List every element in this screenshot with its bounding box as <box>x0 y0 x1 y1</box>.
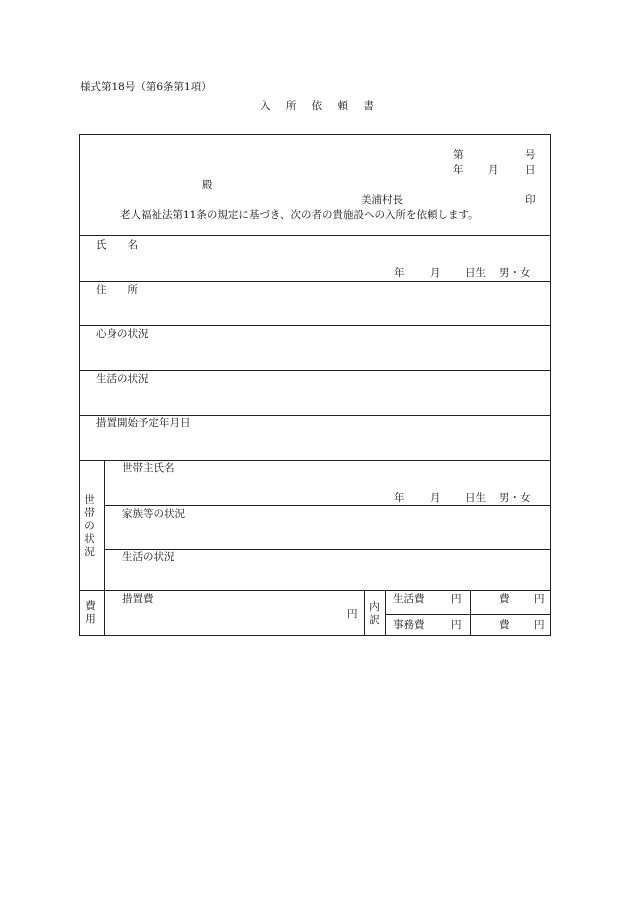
row-divider <box>79 590 551 591</box>
column-divider <box>364 590 365 636</box>
cost-side-label: 費用 <box>85 600 96 625</box>
household-sex-options: 男・女 <box>499 492 531 504</box>
birth-year: 年 <box>394 267 405 279</box>
expense-label-2: 費 <box>499 619 510 631</box>
name-label: 氏 名 <box>96 239 138 251</box>
row-divider <box>104 505 551 506</box>
form-number: 様式第18号（第6条第1項） <box>80 81 212 93</box>
living-cost-yen: 円 <box>451 593 462 605</box>
row-divider <box>79 325 551 326</box>
living-cost-label: 生活費 <box>393 593 425 605</box>
birth-day: 日生 <box>465 267 486 279</box>
column-divider <box>104 460 105 636</box>
measure-cost-yen: 円 <box>347 608 358 620</box>
expense-yen-1: 円 <box>534 593 545 605</box>
address-label: 住 所 <box>96 284 138 296</box>
row-divider <box>104 549 551 550</box>
column-divider <box>470 590 471 636</box>
start-date-label: 措置開始予定年月日 <box>96 417 191 429</box>
expense-yen-2: 円 <box>534 619 545 631</box>
issuer-name: 美浦村長 <box>361 194 403 206</box>
date-year: 年 <box>453 164 464 176</box>
number-suffix: 号 <box>525 149 536 161</box>
row-divider <box>79 281 551 282</box>
expense-label-1: 費 <box>499 593 510 605</box>
admin-cost-yen: 円 <box>451 619 462 631</box>
household-birth-year: 年 <box>394 492 405 504</box>
household-birth-month: 月 <box>430 492 441 504</box>
row-divider <box>79 370 551 371</box>
admin-cost-label: 事務費 <box>393 619 425 631</box>
household-life-label: 生活の状況 <box>122 551 175 563</box>
row-divider <box>79 460 551 461</box>
request-statement: 老人福祉法第11条の規定に基づき、次の者の貴施設への入所を依頼します。 <box>120 209 479 221</box>
date-month: 月 <box>488 164 499 176</box>
sex-options: 男・女 <box>499 267 531 279</box>
life-status-label: 生活の状況 <box>96 373 149 385</box>
row-divider <box>79 415 551 416</box>
addressee-suffix: 殿 <box>202 179 213 191</box>
date-day: 日 <box>525 164 536 176</box>
household-birth-day: 日生 <box>465 492 486 504</box>
row-divider <box>79 235 551 236</box>
breakdown-label: 内訳 <box>369 601 380 626</box>
document-title: 入 所 依 頼 書 <box>260 100 380 112</box>
household-side-label: 世帯の状況 <box>84 494 95 558</box>
column-divider <box>385 590 386 636</box>
row-divider <box>385 614 551 615</box>
mental-physical-label: 心身の状況 <box>96 328 149 340</box>
measure-cost-label: 措置費 <box>122 593 154 605</box>
number-prefix: 第 <box>453 149 464 161</box>
birth-month: 月 <box>430 267 441 279</box>
household-head-label: 世帯主氏名 <box>122 462 175 474</box>
seal-mark: 印 <box>525 194 536 206</box>
family-status-label: 家族等の状況 <box>122 508 185 520</box>
